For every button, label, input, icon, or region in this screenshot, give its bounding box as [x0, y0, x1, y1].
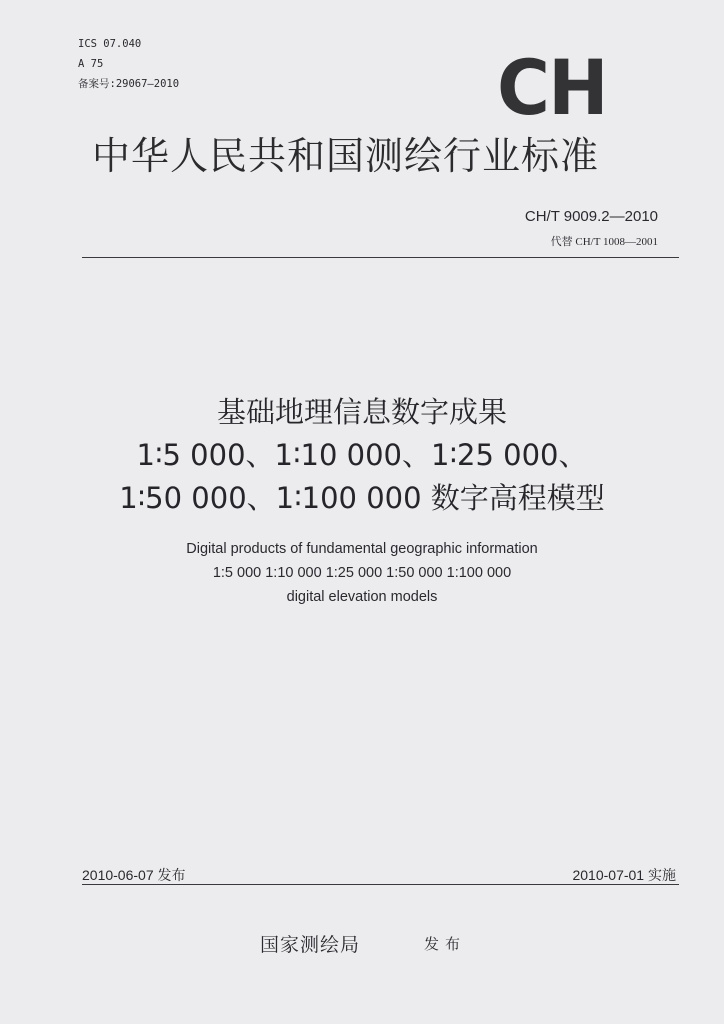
english-title-line-3: digital elevation models	[286, 589, 438, 605]
classification-block	[78, 34, 179, 94]
english-title-line-1: Digital products of fundamental geographic information	[186, 541, 538, 557]
implementation-date: 2010-07-01 实施	[572, 867, 676, 883]
issue-date: 2010-06-07 发布	[82, 867, 186, 883]
replaces-standard: 代替 CH/T 1008—2001	[550, 236, 658, 248]
ccs-code: A 75	[78, 58, 104, 70]
publish-label: 发布	[424, 935, 467, 953]
english-title-line-2: 1:5 000 1:10 000 1:25 000 1:50 000 1:100 000	[212, 565, 512, 581]
standard-category-title: 中华人民共和国测绘行业标准	[92, 134, 600, 178]
top-divider	[82, 257, 679, 258]
bottom-divider	[82, 884, 679, 885]
chinese-title-line-1: 基础地理信息数字成果	[216, 395, 507, 429]
chinese-title-line-3: 1∶50 000、1∶100 000 数字高程模型	[119, 481, 605, 515]
standard-number: CH/T 9009.2—2010	[524, 208, 658, 225]
filing-number: 备案号:29067—2010	[78, 78, 180, 90]
chinese-title-line-2: 1∶5 000、1∶10 000、1∶25 000、	[136, 438, 588, 472]
ch-logo: CH	[497, 43, 607, 132]
publisher-name: 国家测绘局	[260, 934, 361, 956]
ics-code: ICS 07.040	[78, 38, 142, 50]
